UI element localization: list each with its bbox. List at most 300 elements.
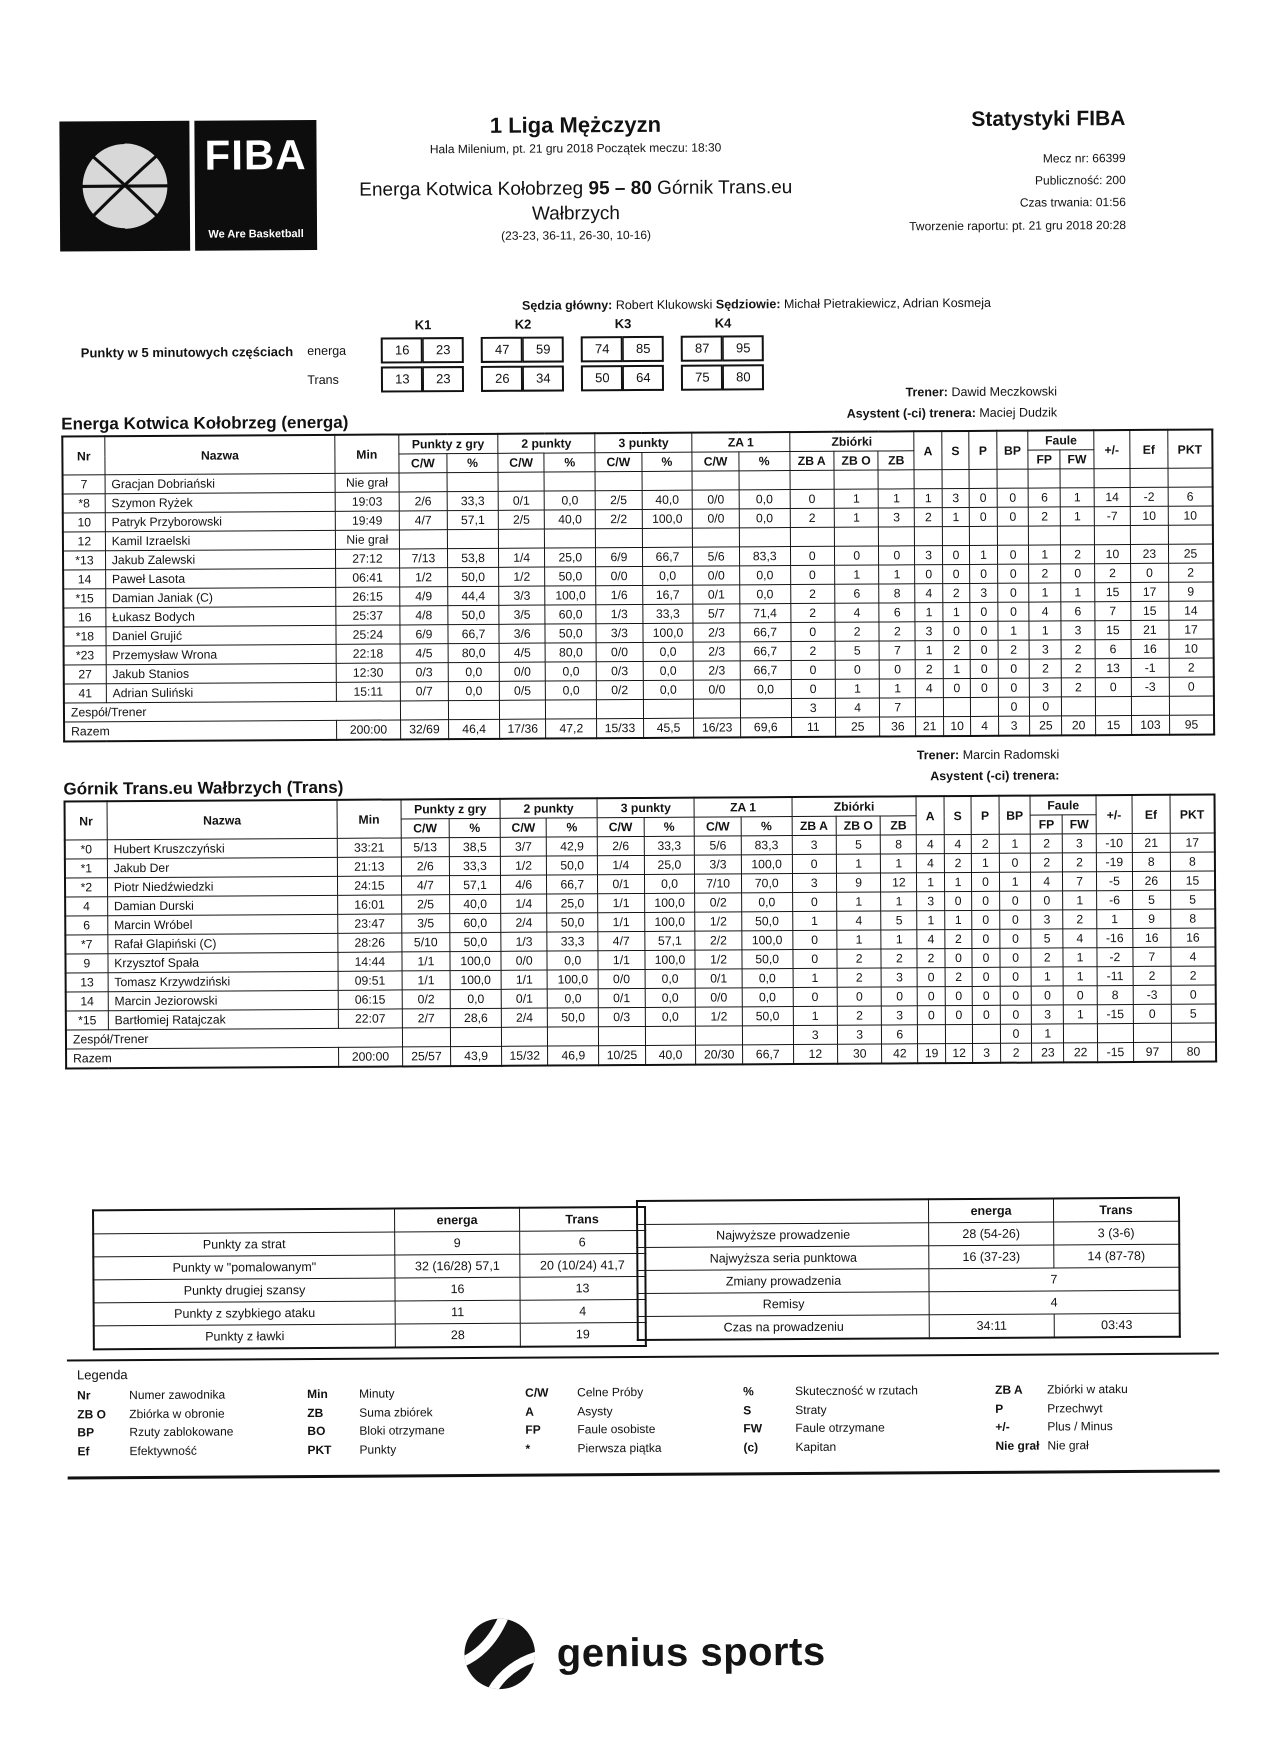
stat-cell: 0 — [1133, 1004, 1171, 1023]
team2-title: Górnik Trans.eu Wałbrzych (Trans) — [63, 777, 344, 799]
stat-cell: 5/6 — [693, 547, 740, 566]
stat-cell: 0 — [997, 507, 1029, 526]
stat-cell — [943, 697, 971, 716]
stat-cell: 7 — [1063, 872, 1097, 891]
stat-cell: 4 — [1031, 872, 1063, 891]
stat-cell: 2/4 — [501, 913, 548, 932]
summary-row — [93, 1253, 645, 1279]
stat-cell: 1/1 — [501, 970, 548, 989]
player-number: *18 — [63, 627, 105, 646]
stat-cell: 15 — [1095, 620, 1131, 639]
stat-cell: 57,1 — [450, 875, 501, 894]
legend-entry — [77, 1404, 307, 1424]
stat-cell: 2 — [1031, 853, 1063, 872]
stat-cell: 0,0 — [740, 585, 791, 604]
stat-cell: 50,0 — [547, 913, 598, 932]
genius-sports-swirl-icon — [459, 1613, 541, 1695]
stat-cell: 0/7 — [400, 682, 449, 701]
stat-cell: 2 — [1133, 966, 1171, 985]
col-sub: FW — [1062, 815, 1096, 834]
stat-cell: 0,0 — [645, 1007, 696, 1026]
col-sub: C/W — [692, 452, 739, 471]
stat-cell — [447, 472, 498, 491]
stat-cell: 0,0 — [548, 989, 599, 1008]
player-minutes: 27:12 — [336, 549, 400, 568]
col-sub: C/W — [398, 454, 447, 473]
stat-cell: 0 — [997, 488, 1029, 507]
player-name: Marcin Wróbel — [107, 914, 338, 934]
player-name: Paweł Lasota — [105, 568, 336, 588]
summary-header-row — [93, 1207, 645, 1234]
stat-cell — [739, 471, 790, 490]
stat-cell — [942, 526, 970, 545]
stat-cell — [694, 699, 741, 718]
stat-cell — [914, 470, 942, 489]
stat-cell: 0 — [943, 621, 971, 640]
meta-label: Publiczność: — [1034, 173, 1106, 188]
summary-row-label: Najwyższe prowadzenie — [637, 1223, 929, 1248]
stat-cell: 3 — [837, 1025, 882, 1044]
col-group: ZA 1 — [694, 797, 791, 817]
stat-cell: 3 — [792, 835, 837, 854]
stat-cell: -3 — [1131, 677, 1169, 696]
stat-cell — [740, 699, 791, 718]
stat-cell: 3 — [1030, 678, 1062, 697]
stat-cell: 1 — [835, 565, 880, 584]
stat-cell: 0/5 — [499, 681, 546, 700]
stat-cell: 0 — [997, 583, 1029, 602]
stat-cell: 47,2 — [546, 719, 597, 739]
stat-cell: 0 — [790, 489, 835, 508]
stat-cell: 0,0 — [739, 566, 790, 585]
stat-cell: 12 — [793, 1044, 838, 1064]
stat-cell: 5 — [881, 911, 917, 930]
stat-cell: 0 — [791, 679, 836, 698]
report-info — [840, 107, 1126, 237]
col-sub: % — [447, 453, 498, 472]
team2-assistant — [599, 765, 1059, 788]
stat-cell: 16 — [1133, 928, 1171, 947]
player-name: Bartłomiej Ratajczak — [108, 1009, 339, 1029]
umpires-label: Sędziowie: — [715, 297, 781, 312]
stat-cell: 4/5 — [400, 644, 449, 663]
col-group: 3 punkty — [597, 798, 694, 818]
stat-cell: 3/5 — [499, 605, 546, 624]
summary-value-trans: 20 (10/24) 41,7 — [520, 1253, 646, 1277]
col-sub: FP — [1031, 815, 1063, 834]
player-number: 14 — [66, 992, 108, 1011]
player-minutes: 23:47 — [338, 914, 402, 933]
col-group-faule: Faule — [1030, 795, 1096, 815]
stat-cell: 100,0 — [545, 586, 596, 605]
stat-cell: 8 — [881, 835, 917, 854]
stat-cell — [1131, 696, 1169, 715]
stat-cell: 1 — [834, 508, 879, 527]
stat-cell: 7 — [879, 641, 915, 660]
team2-coach — [599, 744, 1059, 767]
stat-cell: -2 — [1097, 947, 1133, 966]
stat-cell: 5 — [835, 641, 880, 660]
stat-cell: 0 — [972, 910, 1000, 929]
stat-cell: 33,3 — [450, 856, 501, 875]
stat-cell: 23 — [1032, 1043, 1064, 1063]
stat-cell: 0 — [972, 872, 1000, 891]
stat-cell: 2 — [1000, 1043, 1032, 1063]
stat-cell: 14 — [1094, 487, 1130, 506]
meta-value: 200 — [1105, 173, 1126, 188]
quarter-period-label: K4 — [714, 315, 732, 331]
stat-cell: 7/10 — [695, 874, 742, 893]
stat-cell: 1/2 — [399, 568, 448, 587]
stat-cell: 66,7 — [642, 547, 693, 566]
quarter-team-labels — [307, 338, 365, 396]
summary-row — [94, 1322, 646, 1349]
quarter-period-label: K1 — [414, 317, 432, 333]
col-sub: % — [449, 818, 500, 837]
col-sub: % — [741, 817, 792, 836]
stat-cell: 2/6 — [399, 492, 448, 511]
stat-cell — [790, 470, 835, 489]
stat-cell: 0 — [970, 640, 998, 659]
player-minutes: 06:15 — [338, 990, 402, 1009]
stat-cell: 3 — [915, 622, 943, 641]
stat-cell: 3 — [791, 698, 836, 717]
legend-term: ZB A — [995, 1382, 1023, 1397]
stat-cell: 5/10 — [401, 933, 450, 952]
stat-cell: 0 — [834, 546, 879, 565]
stat-cell — [742, 1026, 793, 1045]
summary-col-header — [93, 1208, 395, 1233]
player-number: *8 — [63, 494, 105, 513]
stat-cell: 2 — [881, 949, 917, 968]
summary-value-energa: 32 (16/28) 57,1 — [395, 1254, 520, 1278]
legend-definition: Faule otrzymane — [795, 1420, 885, 1436]
stat-cell: 1 — [837, 892, 882, 911]
stat-cell: 11 — [791, 717, 836, 737]
stat-cell: 1 — [880, 679, 916, 698]
summary-value-trans: 4 — [520, 1299, 646, 1323]
stat-cell: 12 — [945, 1043, 973, 1063]
stat-cell: 0 — [972, 891, 1000, 910]
stat-cell: 0 — [793, 987, 838, 1006]
stat-cell — [790, 527, 835, 546]
legend-definition: Straty — [795, 1402, 827, 1417]
stat-cell: 66,7 — [740, 661, 791, 680]
stat-cell: 33,3 — [642, 604, 693, 623]
away-team-name: Górnik Trans.eu — [657, 177, 793, 199]
stat-cell: 16 — [1131, 639, 1169, 658]
stat-cell: 2 — [945, 967, 973, 986]
summary-row-label: Remisy — [638, 1292, 930, 1317]
quarter-group — [381, 317, 465, 396]
stat-cell: 0/0 — [499, 662, 546, 681]
stat-cell: 0 — [1032, 986, 1064, 1005]
stat-cell: 0,0 — [450, 989, 501, 1008]
stat-cell — [1168, 525, 1213, 544]
stat-cell — [645, 1026, 696, 1045]
stat-cell: 2 — [942, 583, 970, 602]
assistant-label: Asystent (-ci) trenera: — [930, 768, 1060, 783]
summary-row-label: Zmiany prowadzenia — [637, 1269, 929, 1294]
player-name: Piotr Niedźwiedzki — [107, 876, 338, 896]
stat-cell: 4/9 — [399, 587, 448, 606]
totals-minutes: 200:00 — [337, 720, 401, 740]
summary-row — [93, 1230, 645, 1256]
summary-row — [637, 1267, 1179, 1293]
stat-cell: 9 — [1133, 909, 1171, 928]
quarter-score-cell: 50 — [581, 365, 623, 391]
meta-line — [841, 169, 1126, 193]
stat-cell: 100,0 — [450, 951, 501, 970]
player-minutes: 21:13 — [338, 857, 402, 876]
stat-cell: 0 — [1000, 929, 1032, 948]
stat-cell: 2 — [1031, 948, 1063, 967]
stat-cell: 1 — [943, 602, 971, 621]
stat-cell: 2 — [791, 641, 836, 660]
stat-cell: 0 — [1061, 564, 1095, 583]
player-minutes: 24:15 — [338, 876, 402, 895]
stat-cell: 0/1 — [598, 988, 645, 1007]
stat-cell — [997, 469, 1029, 488]
player-number: 10 — [63, 513, 105, 532]
stat-cell: 0 — [972, 986, 1000, 1005]
stat-cell: 1 — [837, 930, 882, 949]
stat-cell: 38,5 — [449, 837, 500, 856]
quarter-score-cell: 16 — [381, 337, 423, 363]
stat-cell: 50,0 — [742, 912, 793, 931]
stat-cell: 97 — [1133, 1042, 1171, 1062]
legend-entry — [743, 1381, 995, 1401]
stat-cell: 2 — [879, 622, 915, 641]
summary-row — [637, 1244, 1179, 1270]
stat-cell: 1 — [914, 489, 942, 508]
col-group: ZA 1 — [692, 432, 789, 452]
stat-cell: 21 — [1132, 833, 1170, 852]
stat-cell: 1 — [835, 679, 880, 698]
stat-cell: 80,0 — [545, 643, 596, 662]
quarter-score-cell: 85 — [623, 336, 664, 362]
fiba-wordmark — [194, 120, 317, 251]
stat-cell: 3/7 — [500, 837, 547, 856]
stat-cell: 5 — [836, 835, 881, 854]
stat-cell: 44,4 — [448, 586, 499, 605]
stat-cell: 80 — [1171, 1042, 1216, 1062]
stat-cell — [916, 698, 944, 717]
player-minutes: 25:37 — [336, 606, 400, 625]
stat-cell: 8 — [879, 584, 915, 603]
stat-cell: -16 — [1097, 928, 1133, 947]
stat-cell — [1168, 468, 1213, 487]
col-group: 2 punkty — [500, 798, 597, 818]
legend-column — [307, 1384, 525, 1460]
stat-cell: 50,0 — [450, 932, 501, 951]
player-minutes: 22:07 — [338, 1009, 402, 1028]
totals-label: Razem — [66, 1047, 339, 1068]
stat-cell: 32/69 — [400, 720, 449, 740]
stat-cell: 0 — [918, 1006, 946, 1025]
player-minutes: 16:01 — [338, 895, 402, 914]
stat-cell: 1 — [1097, 909, 1133, 928]
col-min: Min — [335, 434, 399, 473]
stat-cell: 15/33 — [597, 718, 644, 738]
fiba-logo — [59, 120, 317, 252]
col-nazwa: Nazwa — [105, 435, 336, 475]
player-minutes: 22:18 — [336, 644, 400, 663]
legend-column — [995, 1380, 1205, 1456]
stat-cell: 100,0 — [645, 950, 696, 969]
stat-cell: 33,3 — [644, 836, 695, 855]
summary-value-trans: 3 (3-6) — [1054, 1221, 1180, 1245]
stat-cell: 1 — [793, 968, 838, 987]
stat-cell: 0/0 — [693, 566, 740, 585]
stat-cell: 1 — [1029, 545, 1061, 564]
stat-cell: 2/7 — [402, 1009, 451, 1028]
col-s: S — [942, 431, 970, 470]
home-team-name: Energa Kotwica Kołobrzeg — [359, 178, 584, 201]
stat-cell: 0 — [1169, 677, 1214, 696]
legend-term: A — [525, 1404, 534, 1419]
stat-cell: 83,3 — [741, 836, 792, 855]
legend-term: S — [743, 1402, 752, 1417]
col-bp: BP — [996, 431, 1028, 470]
stat-cell: 1/2 — [695, 912, 742, 931]
legend-definition: Efektywność — [129, 1443, 197, 1458]
col-group: 3 punkty — [595, 433, 692, 453]
stat-cell: 1 — [1060, 507, 1094, 526]
stat-cell: 1/1 — [598, 912, 645, 931]
stat-cell — [1060, 526, 1094, 545]
stat-cell: 15/32 — [501, 1046, 548, 1066]
col-sub: ZB O — [836, 816, 881, 835]
stat-cell: 0 — [969, 507, 997, 526]
coach-name: Marcin Radomski — [962, 747, 1060, 763]
col-a: A — [916, 796, 944, 835]
meta-label: Czas trwania: — [1019, 195, 1096, 211]
stat-cell: 0,0 — [739, 490, 790, 509]
player-minutes: 28:26 — [338, 933, 402, 952]
stat-cell: 0 — [998, 678, 1030, 697]
stat-cell — [448, 529, 499, 548]
player-number: 12 — [63, 532, 105, 551]
col-sub: ZB A — [789, 451, 834, 470]
stat-cell: 66,7 — [740, 623, 791, 642]
player-name: Przemysław Wrona — [106, 644, 337, 664]
legend-term: C/W — [525, 1385, 549, 1400]
stat-cell: 70,0 — [741, 874, 792, 893]
stat-cell: 14 — [1169, 601, 1214, 620]
stat-cell: 50,0 — [742, 1007, 793, 1026]
stat-cell: 25,0 — [545, 548, 596, 567]
stat-cell: 1 — [944, 910, 972, 929]
stat-cell: 0 — [999, 910, 1031, 929]
summary-value-trans: 19 — [520, 1322, 646, 1346]
stat-cell: 22 — [1064, 1043, 1098, 1063]
stat-cell: 0/2 — [596, 680, 643, 699]
stat-cell: 1 — [917, 911, 945, 930]
player-number: 14 — [63, 570, 105, 589]
col-sub: % — [739, 452, 790, 471]
col-group: Zbiórki — [789, 431, 914, 451]
legend-definition: Przechwyt — [1047, 1400, 1103, 1416]
stat-cell: 0 — [915, 565, 943, 584]
stat-cell: 42,9 — [547, 837, 598, 856]
stat-cell: 0,0 — [644, 874, 695, 893]
stat-cell: 0 — [998, 602, 1030, 621]
stat-cell: 0 — [998, 697, 1030, 716]
team-row-label: Zespół/Trener — [66, 1028, 402, 1049]
stat-cell: 1 — [970, 545, 998, 564]
stat-cell: 3/6 — [499, 624, 546, 643]
stat-cell — [878, 470, 914, 489]
stat-cell: 17/36 — [499, 719, 546, 739]
stat-cell — [595, 528, 642, 547]
legend-definition: Zbiórka w obronie — [129, 1406, 225, 1421]
stat-cell: 0 — [998, 659, 1030, 678]
coach-label: Trener: — [916, 748, 960, 763]
stat-cell: 25 — [1030, 716, 1062, 736]
stat-cell: 0 — [969, 488, 997, 507]
stat-cell — [915, 527, 943, 546]
stat-cell: -1 — [1131, 658, 1169, 677]
stat-cell: 1 — [1031, 967, 1063, 986]
stat-cell: 1 — [1032, 1024, 1064, 1043]
player-name: Kamil Izraelski — [105, 530, 336, 550]
legend-definition: Suma zbiórek — [359, 1404, 433, 1420]
stat-cell: 0 — [972, 929, 1000, 948]
stat-cell — [834, 527, 879, 546]
stat-cell: 1 — [999, 834, 1031, 853]
stat-cell: 60,0 — [450, 913, 501, 932]
stat-cell: 20 — [1062, 716, 1096, 736]
stat-cell: 0/1 — [693, 585, 740, 604]
stat-cell: 5/7 — [693, 604, 740, 623]
stat-cell — [499, 700, 546, 719]
stat-cell — [546, 700, 597, 719]
team1-coach-lines — [597, 381, 1057, 425]
stat-cell: 1 — [792, 911, 837, 930]
stat-cell: 2 — [1061, 640, 1095, 659]
stat-cell: 8 — [1170, 852, 1215, 871]
coach-name: Dawid Meczkowski — [951, 384, 1058, 400]
col-sub: ZB O — [834, 451, 879, 470]
stat-cell: 4 — [1063, 929, 1097, 948]
stat-cell: 0 — [1000, 948, 1032, 967]
stat-cell: 1 — [881, 930, 917, 949]
summary-value-energa: 9 — [395, 1231, 520, 1255]
quarter-scores-label: Punkty w 5 minutowych częściach — [80, 344, 294, 361]
player-name: Szymon Ryżek — [105, 492, 336, 512]
team2-table-wrap — [64, 793, 1218, 1069]
stat-cell: 0 — [1000, 1005, 1032, 1024]
stat-cell: 0 — [972, 948, 1000, 967]
match-result-line — [314, 176, 838, 229]
stat-cell: 3 — [970, 583, 998, 602]
stat-cell — [1130, 468, 1168, 487]
player-number: 9 — [65, 954, 107, 973]
player-number: 41 — [64, 684, 106, 703]
quarter-score-cell: 23 — [423, 337, 464, 363]
team1-title: Energa Kotwica Kołobrzeg (energa) — [61, 412, 349, 434]
quarter-group — [481, 316, 565, 395]
stat-cell: 66,7 — [742, 1045, 793, 1065]
stat-cell: 0/3 — [596, 661, 643, 680]
quarter-score-box — [481, 336, 565, 363]
stat-cell: 3 — [792, 873, 837, 892]
stat-cell: 2 — [971, 834, 999, 853]
col-sub: C/W — [694, 817, 741, 836]
stat-cell: 1 — [793, 1006, 838, 1025]
stat-cell: 1 — [998, 621, 1030, 640]
